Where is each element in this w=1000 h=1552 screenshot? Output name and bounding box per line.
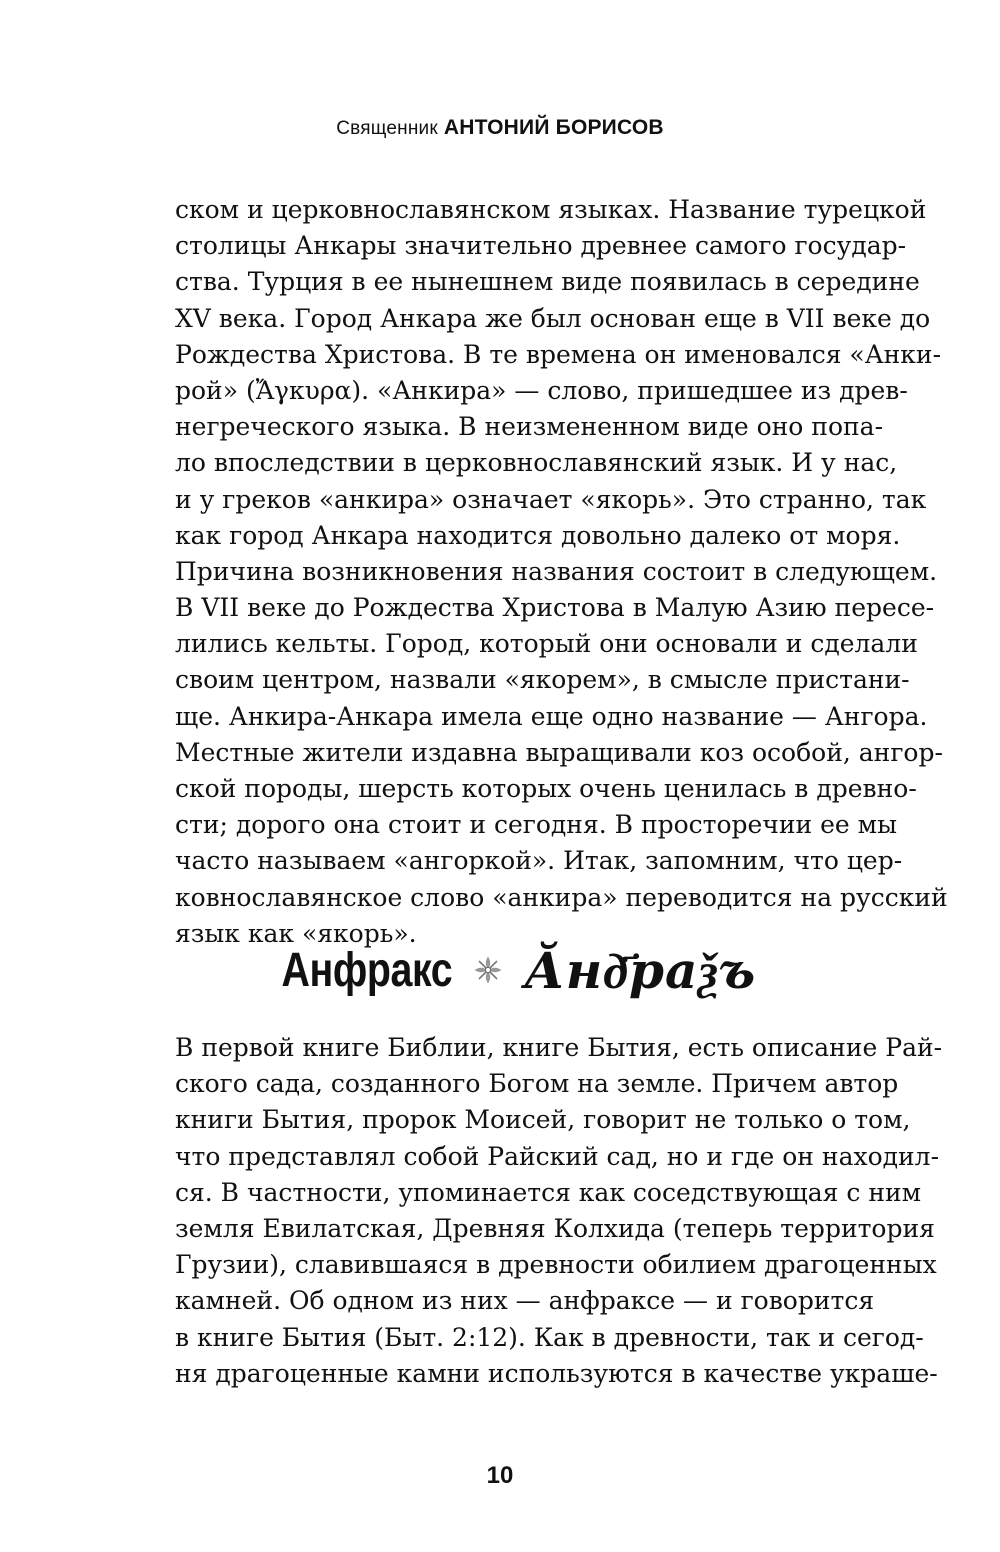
- text-line: Грузии), славившаяся в древности обилием драгоценных: [175, 1250, 937, 1280]
- text-line: земля Евилатская, Древняя Колхида (теперь территория: [175, 1213, 935, 1243]
- text-line: язык как «якорь».: [175, 918, 417, 948]
- page-number: 10: [486, 1462, 514, 1489]
- text-line: книги Бытия, пророк Моисей, говорит не только о том,: [175, 1105, 911, 1135]
- paragraph-ankira: [175, 192, 948, 952]
- heading-church-slavonic: Ӑнд҃раѯъ: [524, 940, 757, 1000]
- text-line: Местные жители издавна выращивали коз особой, ангор-: [175, 737, 943, 767]
- text-line: ня драгоценные камни используются в качестве украше-: [175, 1358, 938, 1388]
- text-line: ском и церковнославянском языках. Название турецкой: [175, 195, 927, 224]
- text-line: часто называем «ангоркой». Итак, запомним, что цер-: [175, 846, 903, 876]
- paragraph-anfraks: [175, 1030, 943, 1392]
- text-line: камней. Об одном из них — анфраксе — и говорится: [175, 1286, 875, 1316]
- text-line: ся. В частности, упоминается как соседствующая с ним: [175, 1177, 922, 1207]
- text-line: В VII веке до Рождества Христова в Малую Азию пересе-: [175, 593, 935, 623]
- text-line: в книге Бытия (Быт. 2:12). Как в древности, так и сегод-: [175, 1322, 924, 1352]
- text-line: XV века. Город Анкара же был основан еще в VII веке до: [175, 303, 931, 333]
- text-line: ковнославянское слово «анкира» переводится на русский: [175, 882, 948, 912]
- text-line: ло впоследствии в церковнославянский язык. И у нас,: [175, 448, 898, 478]
- text-line: как город Анкара находится довольно далеко от моря.: [175, 520, 901, 550]
- text-line: лились кельты. Город, который они основали и сделали: [175, 629, 918, 659]
- text-line: столицы Анкары значительно древнее самого государ-: [175, 231, 907, 261]
- text-line: ской породы, шерсть которых очень ценилась в древно-: [175, 774, 917, 803]
- text-line: рой» (Ἄγκυρα). «Анкира» — слово, пришедшее из древ-: [175, 375, 908, 405]
- running-head: [0, 116, 1000, 140]
- text-line: Рождества Христова. В те времена он именовался «Анки-: [175, 339, 942, 369]
- text-line: своим центром, назвали «якорем», в смысле пристани-: [175, 665, 910, 695]
- text-line: и у греков «анкира» означает «якорь». Это странно, так: [175, 484, 927, 514]
- text-line: ства. Турция в ее нынешнем виде появилась в середине: [175, 267, 920, 297]
- text-line: негреческого языка. В неизмененном виде оно попа-: [175, 412, 884, 442]
- text-line: В первой книге Библии, книге Бытия, есть описание Рай-: [175, 1033, 943, 1062]
- author-name: АНТОНИЙ БОРИСОВ: [443, 116, 664, 139]
- author-prefix: Священник: [336, 118, 438, 139]
- text-line: ского сада, созданного Богом на земле. Причем автор: [175, 1069, 899, 1099]
- text-line: ще. Анкира-Анкара имела еще одно название — Ангора.: [175, 701, 928, 731]
- star-ornament-icon: [474, 956, 502, 984]
- text-line: Причина возникновения названия состоит в следующем.: [175, 556, 938, 586]
- text-line: сти; дорого она стоит и сегодня. В просторечии ее мы: [175, 810, 898, 840]
- heading-russian: Анфракс: [281, 943, 453, 997]
- section-heading: [0, 930, 1000, 1010]
- text-line: что представлял собой Райский сад, но и где он находил-: [175, 1141, 940, 1171]
